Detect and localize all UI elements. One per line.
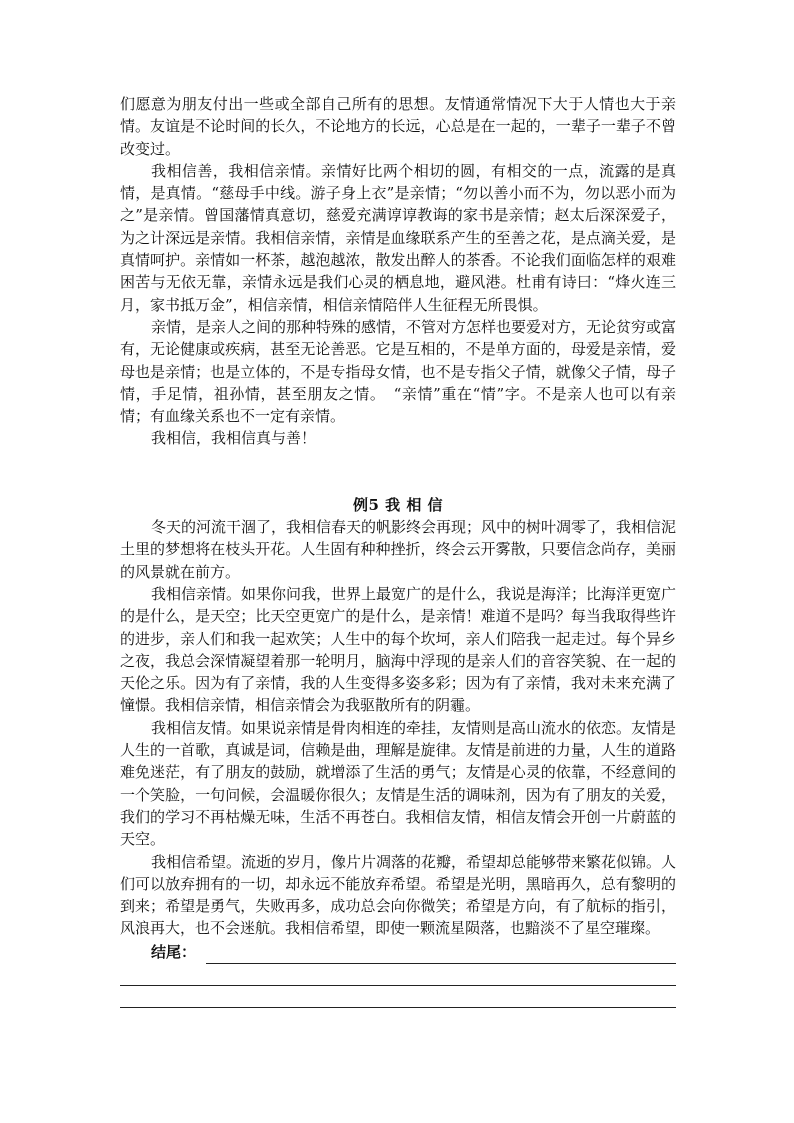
ending-label: 结尾： xyxy=(151,943,197,962)
section-spacer xyxy=(120,450,676,494)
paragraph-believe-family: 我相信亲情。如果你问我，世界上最宽广的是什么，我说是海洋；比海洋更宽广的是什么，是天空；比天空更宽广的是什么，是亲情！难道不是吗？每当我取得些许的进步，亲人们和我一起欢笑；人生中的每个坎坷，亲人们陪我一起走过。每个异乡之夜，我总会深情凝望着那一轮明月，脑海中浮现的是亲人们的音容笑貌、在一起的天伦之乐。因为有了亲情，我的人生变得多姿多彩；因为有了亲情，我对未来充满了憧憬。我相信亲情，相信亲情会为我驱散所有的阴霾。 xyxy=(120,584,677,715)
paragraph-believe-kindness: 我相信善，我相信亲情。亲情好比两个相切的圆，有相交的一点，流露的是真情，是真情。“慈母手中线。游子身上衣”是亲情；“勿以善小而不为，勿以恶小而为之”是亲情。曾国藩情真意切，慈爱充满谆谆教诲的家书是亲情；赵太后深深爱子，为之计深远是亲情。我相信亲情，亲情是血缘联系产生的至善之花，是点滴关爱，是真情呵护。亲情如一杯茶，越泡越浓，散发出醉人的茶香。不论我们面临怎样的艰难困苦与无依无靠，亲情永远是我们心灵的栖息地，避风港。杜甫有诗曰：“烽火连三月，家书抵万金”，相信亲情，相信亲情陪伴人生征程无所畏惧。 xyxy=(120,161,676,314)
paragraph-believe-friendship: 我相信友情。如果说亲情是骨肉相连的牵挂，友情则是高山流水的依恋。友情是人生的一首歌，真诚是词，信赖是曲，理解是旋律。友情是前进的力量，人生的道路难免迷茫，有了朋友的鼓励，就增添了生活的勇气；友情是心灵的依靠，不经意间的一个笑脸，一句问候，会温暖你很久；友情是生活的调味剂，因为有了朋友的关爱，我们的学习不再枯燥无味，生活不再苍白。我相信友情，相信友情会开创一片蔚蓝的天空。 xyxy=(120,718,677,849)
answer-blank-line[interactable] xyxy=(120,986,676,1008)
paragraph-closing-statement: 我相信，我相信真与善！ xyxy=(151,429,317,448)
document-page xyxy=(120,93,676,1008)
paragraph-family-love-definition: 亲情，是亲人之间的那种特殊的感情，不管对方怎样也要爱对方，无论贫穷或富有，无论健康或疾病，甚至无论善恶。它是互相的，不是单方面的，母爱是亲情，爱母也是亲情；也是立体的，不是专指母女情，也不是专指父子情，就像父子情，母子情，手足情，祖孙情，甚至朋友之情。 “亲情”重在“情”字。不是亲人也可以有亲情；有血缘关系也不一定有亲情。 xyxy=(120,317,677,426)
paragraph-friendship-continuation: 们愿意为朋友付出一些或全部自己所有的思想。友情通常情况下大于人情也大于亲情。友谊是不论时间的长久，不论地方的长远，心总是在一起的，一辈子一辈子不曾改变过。 xyxy=(120,95,676,158)
answer-blank-line[interactable] xyxy=(120,964,676,986)
example-title: 例5 我 相 信 xyxy=(352,495,444,514)
ending-row xyxy=(120,942,676,964)
paragraph-believe-hope: 我相信希望。流逝的岁月，像片片凋落的花瓣，希望却总能够带来繁花似锦。人们可以放弃拥有的一切，却永远不能放弃希望。希望是光明，黑暗再久，总有黎明的到来；希望是勇气，失败再多，成功总会向你微笑；希望是方向，有了航标的指引，风浪再大，也不会迷航。我相信希望，即使一颗流星陨落，也黯淡不了星空璀璨。 xyxy=(120,852,677,938)
paragraph-intro: 冬天的河流干涸了，我相信春天的帆影终会再现；风中的树叶凋零了，我相信泥土里的梦想将在枝头开花。人生固有种种挫折，终会云开雾散，只要信念尚存，美丽的风景就在前方。 xyxy=(120,518,677,581)
ending-answer-line[interactable] xyxy=(206,947,676,964)
